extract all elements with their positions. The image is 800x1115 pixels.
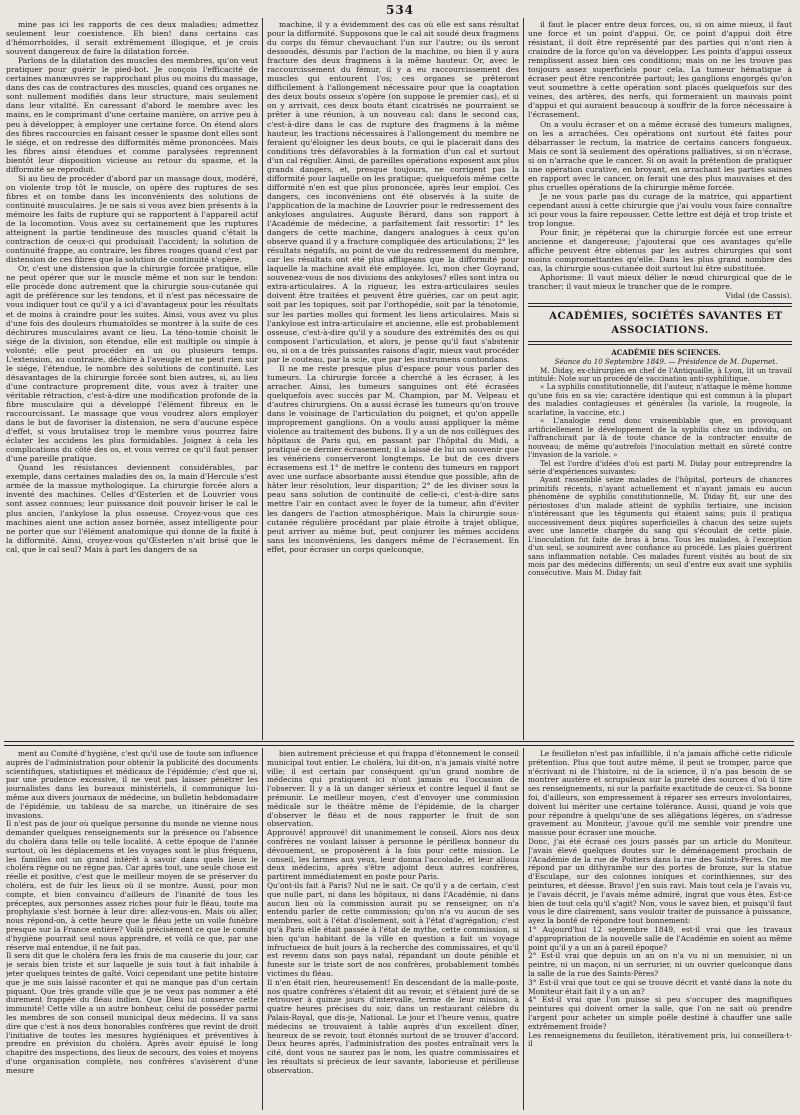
paragraph: Parlons de la dilatation des muscles des membres, qu'on veut pratiquer pour guérir le pied-bot. Je conçois l'efficacité de certaines manœuvres se rapprochant plus ou moins du massage, dans des cas de contractures des muscles, quand ces organes ne sont nullement modifiés dans leur structure, mais seulement dans leur vitalité. En caressant d'abord le membre avec les mains, en le comprimant d'une certaine manière, on arrive peu à peu à développer, à employer une certaine force. On étend alors des fibres raccourcies en faisant cesser le spasme dont elles sont le siége, et on redresse des difformités même prononcées. Mais les fibres ainsi étendues et comme paralysées reprennent bientôt leur disposition vicieuse au retour du spasme, et la difformité se reproduit. — [6, 56, 258, 174]
paragraph: M. Diday, ex-chirurgien en chef de l'Antiquaille, à Lyon, lit un travail intitulé: Note sur un procédé de vaccination anti-syphilitique. — [528, 365, 792, 383]
column-rule — [262, 748, 263, 1110]
article-column-2 — [267, 20, 519, 740]
page-number: 534 — [385, 3, 415, 17]
column-rule — [523, 748, 524, 1110]
paragraph: Tel est l'ordre d'idées d'où est parti M. Diday pour entreprendre la série d'expériences suivantes: — [528, 458, 792, 476]
paragraph: Je ne vous parle pas du curage de la matrice, qui appartient cependant aussi à cette chirurgie que j'ai voulu vous faire connaître ici pour vous la faire repousser. Cette lettre est déjà et trop triste et trop longue. — [528, 191, 792, 229]
section-body — [528, 367, 792, 578]
paragraph: « L'analogie rend donc vraisemblable que, en provoquant artificiellement le développement de la syphilis chez un individu, on l'affranchirait par là de toute chance de la contracter ensuite de nouveau; de même qu'autrefois l'inoculation mettait en sûreté contre l'invasion de la variole. » — [528, 416, 792, 460]
article-column-1 — [6, 20, 258, 740]
paragraph: Quand les résistances deviennent considérables, par exemple, dans certaines maladies des os, la main d'Hercule s'est armée de la massue mythologique. La chirurgie forcée alors a inventé des machines. Celles d'Œsterlen et de Louvrier vous sont assez connues; leur puissance doit pouvoir briser le cal le plus ancien, l'ankylose la plus osseuse. Croyez-vous que ces machines aient une action assez bornée, assez intelligente pour ne porter que sur l'élément anatomique qui donne de la fixité à la difformité. Ainsi, croyez-vous qu'Œsterlen n'ait brisé que le cal, que le cal seul? Mais à part les dangers de sa — [6, 463, 258, 554]
section-title: ACADÉMIES, SOCIÉTÉS SAVANTES ET ASSOCIATIONS. — [549, 311, 783, 337]
paragraph: Ayant rassemblé seize malades de l'hôpital, porteurs de chancres primitifs récents, n'ayant actuellement et n'ayant jamais eu aucun phénomène de syphilis constitutionnelle, M. Diday fit, sur une des périostoses d'un malade atteint de syphilis tertiaire, une incision n'intéressant que les téguments qui étaient sains; puis il pratiqua successivement deux piqûres superficielles à chacun des seize sujets avec une lancette chargée du sang qui s'écoulait de cette plaie. L'inoculation fut faite de bras à bras. Tous les malades, à l'exception d'un seul, se soumirent avec confiance au procédé. Les plaies guérirent sans inflammation notable. Ces malades furent visités au bout de six mois par des médecins différents; un seul d'entre eux avait une syphilis consécutive. Mais M. Diday fait — [528, 475, 792, 578]
section-rule — [528, 341, 792, 345]
feuilleton-column-3 — [528, 750, 792, 1112]
section-rule — [528, 303, 792, 307]
author-signature: Vidal (de Cassis). — [725, 291, 792, 301]
paragraph: Or, c'est une distension que la chirurgie forcée pratique, elle ne peut opérer que sur le muscle même et non sur le tendon: elle procède donc autrement que la chirurgie sous-cutanée qui agit de préférence sur les tendons, et il n'est pas nécessaire de vous indiquer tout ce qu'il y a ici d'avantageux pour les résultats et de moins à craindre pour les suites. Ainsi, vous avez vu plus d'une fois des douleurs rhumatoïdes se montrer à la suite de ces déchirures musculaires avant ce lieu. La téno-tomie choisit le siége de la division, son étendue, elle est multiple ou simple à volonté; elle peut procéder en un ou plusieurs temps. L'extension, au contraire, déchire à l'aveugle et ne peut rien sur le siége, l'étendue, le nombre des solutions de continuité. Les désavantages de la chirurgie forcée sont bien autres, si, au lieu d'une contracture proprement dite, vous avez à traiter une véritable rétraction, c'est-à-dire une modification profonde de la fibre musculaire qui a développé l'élément fibreux en le raccourcissant. Le massage que vous voudrez alors employer dans le but de favoriser la distension, ne sera d'aucune espèce d'effet, si vous brutalisez trop le membre vous pourrez faire éclater les accidens les plus formidables. Joignez à cela les complications du côté des os, et vous verrez ce qu'il faut penser d'une pareille pratique. — [6, 264, 258, 464]
article-column-3 — [528, 20, 792, 740]
feuilleton-column-2 — [267, 750, 519, 1112]
column-rule — [262, 18, 263, 740]
column-rule — [523, 18, 524, 740]
feuilleton-separator — [4, 741, 794, 746]
paragraph: bien autrement précieuse et qui frappa d'étonnement le conseil municipal tout entier. Le choléra, lui dit-on, n'a jamais visité notre ville; il est certain par conséquent qu'un grand nombre de médecins qui pratiquent ici n'ont jamais eu l'occasion de l'observer. Il y a là un danger sérieux et contre lequel il faut se prémunir. Le meilleur moyen, c'est d'envoyer une commission médicale sur le théâtre même de l'épidémie, de la charger d'observer le fléau et de nous rapporter le fruit de son observation. Approuvé! approuvé! dit unanimement le conseil. Alors nos deux confrères ne voulant laisser à personne le périlleux honneur du dévouement, se proposèrent à la fois pour cette mission. Le conseil, les larmes aux yeux, leur donna l'accolade, et leur alloua deux médecins, après s'être adjoint deux autres confrères, partirent immédiatement en poste pour Paris. Qu'ont-ils fait à Paris? Nul ne le sait. Ce qu'il y a de certain, c'est que nulle part, ni dans les hôpitaux, ni dans l'Académie, ni dans aucun lieu où la commission aurait pu se renseigner, on n'a entendu parler de cette commission; qu'on n'a vu aucun de ses membres, soit à l'état d'isolement, soit à l'état d'agrégation; c'est qu'à Paris elle était passée à l'état de mythe, cette commission, si bien qu'un habitant de la ville en question a fait un voyage infructueux de huit jours à la recherche des commissaires, et qu'il est revenu dans son pays natal, répandant un doute pénible et funeste sur le triste sort de nos confrères, probablement tombés victimes du fléau. Il n'en était rien, heureusement! En descendant de la malle-poste, nos quatre confrères s'étaient dit au revoir, et s'étaient juré de se retrouver à quinze jours d'intervalle, terme de leur mission, à quatre heures précises du soir, dans un restaurant célèbre du Palais-Royal, que dis-je, National. Le jour et l'heure venus, quatre médecins se trouvaient à table auprès d'un excellent dîner, heureux de se revoir, tout étonnés surtout de se trouver d'accord. Deux heures après, l'administration des postes entraînait vers la cité, dont vous ne saurez pas le nom, les quatre commissaires et les résultats si précieux de leur savante, laborieuse et périlleuse observation. — [267, 750, 519, 1075]
paragraph: ment au Comité d'hygiène, c'est qu'il use de toute son influence auprès de l'administration pour obtenir la publicité des documents scientifiques, statistiques et médicaux de l'épidémie; c'est que si, par une prudence excessive, il ne veut pas laisser pénétrer les journalistes dans les bureaux ministériels, il communique lui-même aux divers journaux de médecine, un bulletin hebdomadaire de l'épidémie, un tableau de sa marche, un itinéraire de ses invasions. Il n'est pas de jour où quelque personne du monde ne vienne nous demander quelques renseignements sur la présence ou l'absence du choléra dans telle ou telle localité. A cette époque de l'année surtout, où les déplacemens et les voyages sont le plus fréquens, les familles ont un grand intérêt à savoir dans quels lieux le choléra règne ou ne règne pas. Car après tout, une seule chose est réelle et positive, c'est que le meilleur moyen de se préserver du choléra, est de fuir les lieux où il se montre. Aussi, pour mon compte, et bien convaincu d'ailleurs de l'inanité de tous les préceptes, aux personnes assez riches pour fuir le fléau, toute ma prophylaxie s'est bornée à leur dire: allez-vous-en. Mais où aller, nous répond-on, à cette heure que le fléau jette un voile funèbre presque sur la France entière? Voilà précisément ce que le comité d'hygiène pourrait seul nous apprendre, et voilà ce que, par une réserve mal entendue, il ne fait pas. Il sera dit que le choléra fera les frais de ma causerie du jour, car je serais bien triste et sur laquelle je suis tout à fait inhabile à jeter quelques teintes de gaîté. Voici cependant une petite histoire que je me suis laissé raconter et qui ne manque pas d'un certain piquant. Que très grande ville que je ne veux pas nommer a été durement frappée du fléau indien. Que Dieu lui conserve cette immunité! Cette ville a un autre bonheur, celui de posséder parmi les membres de son conseil municipal deux médecins. Il va sans dire que c'est à nos deux honorables confrères que revint de droit l'initiative de toutes les mesures hygiéniques et préventives à prendre en prévision du choléra. Après avoir épuisé le long chapitre des inspections, des lieux de secours, des voies et moyens d'une organisation complète, nos confrères s'avisèrent d'une mesure — [6, 750, 258, 1075]
paragraph: Pour finir, je répéterai que la chirurgie forcée est une erreur ancienne et dangereuse; j'ajouterai que ces avantages qu'elle affiche peuvent être obtenus par les autres chirurgies qui sont moins compromettantes qu'elle. Dans les plus grand nombre des cas, la chirurgie sous-cutanée doit surtout lui être substituée. — [528, 228, 792, 274]
paragraph: machine, il y a évidemment des cas où elle est sans résultat pour la difformité. Supposons que le cal ait soudé deux fragmens du corps du fémur chevauchant l'un sur l'autre; ou ils seront dessoudés, désunis par l'action de la machine, ou bien il y aura fracture des deux fragmens à la même hauteur. Or, avec le raccourcissement du fémur, il y a eu raccourcissement des muscles qui entourent l'os; ces organes se prêteront difficilement à l'allongement nécessaire pour que la coaptation des deux bouts osseux s'opère (on suppose le premier cas), et si on y arrivait, ces deux bouts étant cicatrisés ne pourraient se prêter à une réunion, à un nouveau cal: dans le second cas, c'est-à-dire dans le cas de rupture des fragmens à la même hauteur, les tractions nécessaires à l'allongement du membre ne feraient qu'éloigner les deux bouts, ce qui le placerait dans des conditions très défavorables à la formation d'un cal et surtout d'un cal régulier. Ainsi, de pareilles opérations exposent aux plus grands dangers, et, presque toujours, ne corrigent pas la difformité pour laquelle on les pratique; quelquefois même cette difformité n'en est que plus prononcée, après leur emploi. Ces dangers, ces inconvéniens ont été observés à la suite de l'application de la machine de Louvrier pour le redressement des ankyloses angulaires. Auguste Bérard, dans son rapport à l'Académie de médecine, a parfaitement fait ressortir: 1° les dangers de cette machine, dangers analogues à ceux qu'on observe quand il y a fracture compliquée des articulations; 2° les résultats négatifs, au point de vue du redressement du membre, car les résultats ont été plus affligeans que la difformité pour laquelle la machine avait été employée. Ici, mon cher Goyrand, souvenez-vous de nos divisions des ankyloses? elles sont intra ou extra-articulaires. A la rigueur, les extra-articulaires seules doivent être traitées et peuvent être guéries, car on peut agir, soit par les topiques, soit par l'orthopédie, soit par la ténotomie, sur les parties molles qui forment les liens articulaires. Mais si l'ankylose est intra-articulaire et ancienne, elle est probablement osseuse, c'est-à-dire qu'il y a soudure des extrémités des os qui composent l'articulation, et alors, je pense qu'il faut s'abstenir ou, si on a de très puissantes raisons d'agir, mieux vaut procéder par le couteau, par la scie, que par les instrumens contondans. — [267, 20, 519, 364]
session-date: Séance du 10 Septembre 1849. — Présidence de M. Dupernet. — [554, 357, 778, 366]
aphorism: Aphorisme: Il vaut mieux délier le nœud chirurgical que de le trancher; il vaut mieux le trancher que de le rompre. — [528, 273, 792, 292]
paragraph: On a voulu écraser et on a même écrasé des tumeurs malignes, on les a arrachées. Ces opérations ont surtout été faites pour débarrasser le rectum, la matrice de certains cancers fongueux. Mais ce sont là seulement des opérations palliatives, si on n'écrase, si on n'arrache que le cancer. Si on avait la prétention de pratiquer une opération curative, en broyant, en arrachant les parties saines en rapport avec le cancer, on ferait une des plus mauvaises et des plus cruelles opérations de la chirurgie même forcée. — [528, 119, 792, 192]
feuilleton-column-1 — [6, 750, 258, 1112]
paragraph: Si au lieu de procéder d'abord par un massage doux, modéré, on violente trop tôt le muscle, on opère des ruptures de ses fibres et on tombe dans les inconvénients des solutions de continuité musculaires. Je ne sais si vous avez bien présents à la mémoire les faits de rupture qui se rapportent à l'appareil actif de la locomotion. Vous avez su certainement que les ruptures atteignent la partie tendineuse des muscles quand c'était la contraction de ceux-ci qui produisait l'accident; la solution de continuité frappe, au contraire, les fibres rouges quand c'est par distension de ces fibres que la solution de continuité s'opère. — [6, 173, 258, 265]
section-subtitle: ACADÉMIE DES SCIENCES. — [611, 348, 721, 358]
paragraph: il faut le placer entre deux forces, ou, si on aime mieux, il faut une force et un point d'appui. Or, ce point d'appui doit être résistant, il doit être représenté par des parties qui n'ont rien à craindre de la force qu'on va développer. Les points d'appui osseux remplissent assez bien ces conditions; mais on ne les trouve pas toujours assez superficiels pour cela. La tumeur hématique à écraser peut être rencontrée partout; les ganglions engorgés qu'on veut soumettre à cette opération sont placés quelquefois sur des veines, des artères, des nerfs, qui formeraient un mauvais point d'appui et qui auraient beaucoup à souffrir de la force nécessaire à l'écrasement. — [528, 20, 792, 120]
paragraph: Le feuilleton n'est pas infaillible, il n'a jamais affiché cette ridicule prétention. Plus que tout autre même, il peut se tromper, parce que n'écrivant ni de l'histoire, ni de la science, il n'a pas besoin de se montrer austère et scrupuleux sur la pureté des sources d'où il tire ses renseignements, ni sur la parfaite exactitude de ceux-ci. Sa bonne foi, d'ailleurs, son empressement à réparer ses erreurs involontaires, doivent lui mériter une certaine tolérance. Aussi, quand je vois que pour répondre à quelqu'une de ses allégations légères, on s'adresse gravement au Moniteur, j'avoue qu'il me semble voir prendre une massue pour écraser une mouche. Donc, j'ai été écrasé ces jours passés par un article du Moniteur. J'avais élevé quelques doutes sur le déménagement prochain de l'Académie de la rue de Poitiers dans la rue des Saints-Pères. On me répond par un dithyrambe sur des portes de bronze, sur la statue d'Esculape, sur des colonnes ioniques et corinthiennes, sur des peintures, et déesse. Bravo! j'en suis ravi. Mais tout cela je l'avais vu, je l'avais décrit, je l'avais même admiré, ingrat que vous êtes. Est-ce bien de tout cela qu'il s'agit? Non, vous le savez bien, et puisqu'il faut vous le dire clairement, sans vouloir traiter de puissance à puissance, ayez la bonté de répondre tout bonnement: 1° Aujourd'hui 12 septembre 1849, est-il vrai que les travaux d'appropriation de la nouvelle salle de l'Académie en soient au même point qu'il y a un an à pareil époque? 2° Est-il vrai que depuis un an on n'a vu ni un menuisier, ni un peintre, ni un maçon, ni un serrurier, ni un ouvrier quelconque dans la salle de la rue des Saints-Pères? 3° Est-il vrai que tout ce qui se trouve décrit et vanté dans la note du Moniteur était fait il y a un an? 4° Est-il vrai que l'on puisse si peu s'occuper des magnifiques peintures qui doivent orner la salle, que l'on ne sait où prendre l'argent pour acheter un simple poêle destiné à chauffer une salle extrêmement froide? Les renseignemens du feuilleton, itérativement pris, lui conseillera-t-il — [528, 750, 792, 1049]
paragraph: « La syphilis constitutionnelle, dit l'auteur, n'attaque le même homme qu'une fois en sa vie; caractère identique qui est commun à la plupart des maladies contagieuses et générales (la variole, la rougeole, la scarlatine, la vaccine, etc.) — [528, 382, 792, 417]
paragraph: Il ne me reste presque plus d'espace pour vous parler des tumeurs. La chirurgie forcée a cherché à les écraser, à les arracher. Ainsi, les tumeurs sanguines ont été écrasées quelquefois avec succès par M. Champion, par M. Velpeau et d'autres chirurgiens. On a aussi écrasé les tumeurs qu'on trouve dans le voisinage de l'articulation du poignet, et qu'on appelle improprement ganglions. On a voulu aussi appliquer la même violence au traitement des bubons. Il y a un de nos collègues des hôpitaux de Paris qui, en passant par l'hôpital du Midi, a pratiqué ce dernier écrasement; il a laissé de lui un souvenir que les vénériens conserveront longtemps. Le but de ces divers écrasemens est 1° de mettre le contenu des tumeurs en rapport avec une surface absorbante aussi étendue que possible, afin de hâter leur résolution, leur disparition; 2° de les diviser sous la peau sans solution de continuité de celle-ci, c'est-à-dire sans mettre l'air en contact avec le foyer de la tumeur, afin d'éviter les dangers de l'action atmosphérique. Mais la chirurgie sous-cutanée régulière procédant par plaie étroite à trajet oblique, peut arriver au même but, peut conjurer les mêmes accidens sans les inconvéniens, les dangers même de l'écrasement. En effet, pour écraser un corps quelconque, — [267, 363, 519, 554]
paragraph: mine pas ici les rapports de ces deux maladies; admettez seulement leur coexistence. Eh bien! dans certains cas d'hémorrhoïdes, il serait extrêmement illogique, et je crois souvent dangereux de faire la dilatation forcée. — [6, 20, 258, 57]
